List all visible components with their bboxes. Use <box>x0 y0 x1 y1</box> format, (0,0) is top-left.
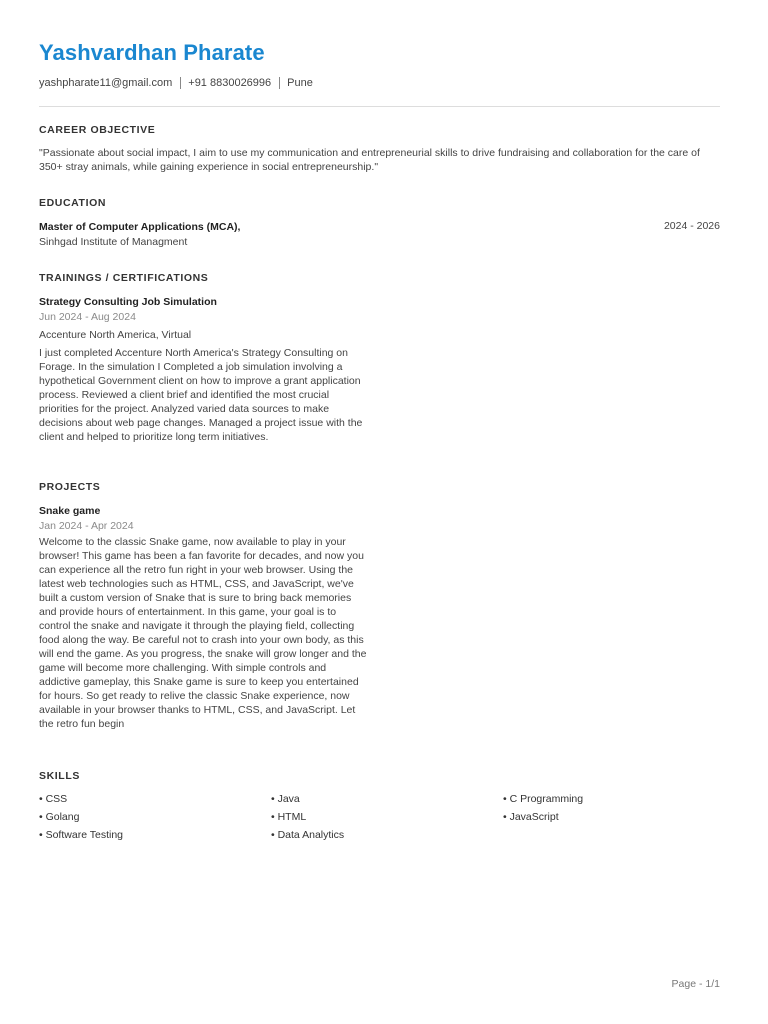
education-degree: Master of Computer Applications (MCA), <box>39 221 241 233</box>
phone-text: +91 8830026996 <box>188 77 272 89</box>
career-objective-heading: CAREER OBJECTIVE <box>39 124 156 136</box>
career-objective-text: "Passionate about social impact, I aim to use my communication and entrepreneurial skills to drive fundraising and collaboration for the care of 350+ stray animals, while gaining experience in social entrepreneurship." <box>39 147 700 173</box>
training-org: Accenture North America, Virtual <box>39 329 192 341</box>
skills-heading: SKILLS <box>39 770 80 782</box>
project-dates: Jan 2024 - Apr 2024 <box>39 520 134 532</box>
training-name: Strategy Consulting Job Simulation <box>39 296 217 308</box>
training-dates: Jun 2024 - Aug 2024 <box>39 311 136 323</box>
training-description: I just completed Accenture North America's Strategy Consulting on Forage. In the simulation I Completed a job simulation involving a hypothetical Government client on how to improve a grant application process. Reviewed a client brief and identified the most crucial priorities for the project. Analyzed varied data sources to make decisions about web page changes. Managed a project issue with the client and helped to prioritize long term initiatives. <box>39 347 363 443</box>
location-text: Pune <box>287 77 313 89</box>
skill-item: • C Programming <box>503 793 584 805</box>
education-institute: Sinhgad Institute of Managment <box>39 236 188 248</box>
candidate-name: Yashvardhan Pharate <box>39 40 265 65</box>
education-dates: 2024 - 2026 <box>663 220 720 232</box>
skill-item: • CSS <box>39 793 68 805</box>
divider <box>279 77 280 89</box>
skill-item: • Data Analytics <box>271 829 345 841</box>
projects-heading: PROJECTS <box>39 481 101 493</box>
skill-item: • HTML <box>271 811 307 823</box>
skill-item: • Java <box>271 793 300 805</box>
email-text: yashpharate11@gmail.com <box>39 77 173 89</box>
header-divider <box>39 106 720 107</box>
skill-item: • JavaScript <box>503 811 559 823</box>
education-heading: EDUCATION <box>39 197 107 209</box>
contact-line <box>39 77 313 89</box>
resume-page <box>39 0 720 1024</box>
page-number: Page - 1/1 <box>671 978 720 990</box>
skill-item: • Software Testing <box>39 829 124 841</box>
project-name: Snake game <box>39 505 101 517</box>
divider <box>180 77 181 89</box>
trainings-heading: TRAININGS / CERTIFICATIONS <box>39 272 209 284</box>
project-description: Welcome to the classic Snake game, now available to play in your browser! This game has been a fan favorite for decades, and now you can experience all the retro fun right in your web browser. Using the latest web technologies such as HTML, CSS, and JavaScript, we've built a custom version of Snake that is sure to bring back memories and provide hours of entertainment. In this game, your goal is to control the snake and navigate it through the playing field, collecting food along the way. Be careful not to crash into your own body, as this will end the game. As you progress, the snake will grow longer and the game will become more challenging. With simple controls and addictive gameplay, this Snake game is sure to keep you entertained for hours. So get ready to relive the classic Snake experience, now available in your browser thanks to HTML, CSS, and JavaScript. Let the retro fun begin <box>39 536 367 730</box>
skill-item: • Golang <box>39 811 80 823</box>
